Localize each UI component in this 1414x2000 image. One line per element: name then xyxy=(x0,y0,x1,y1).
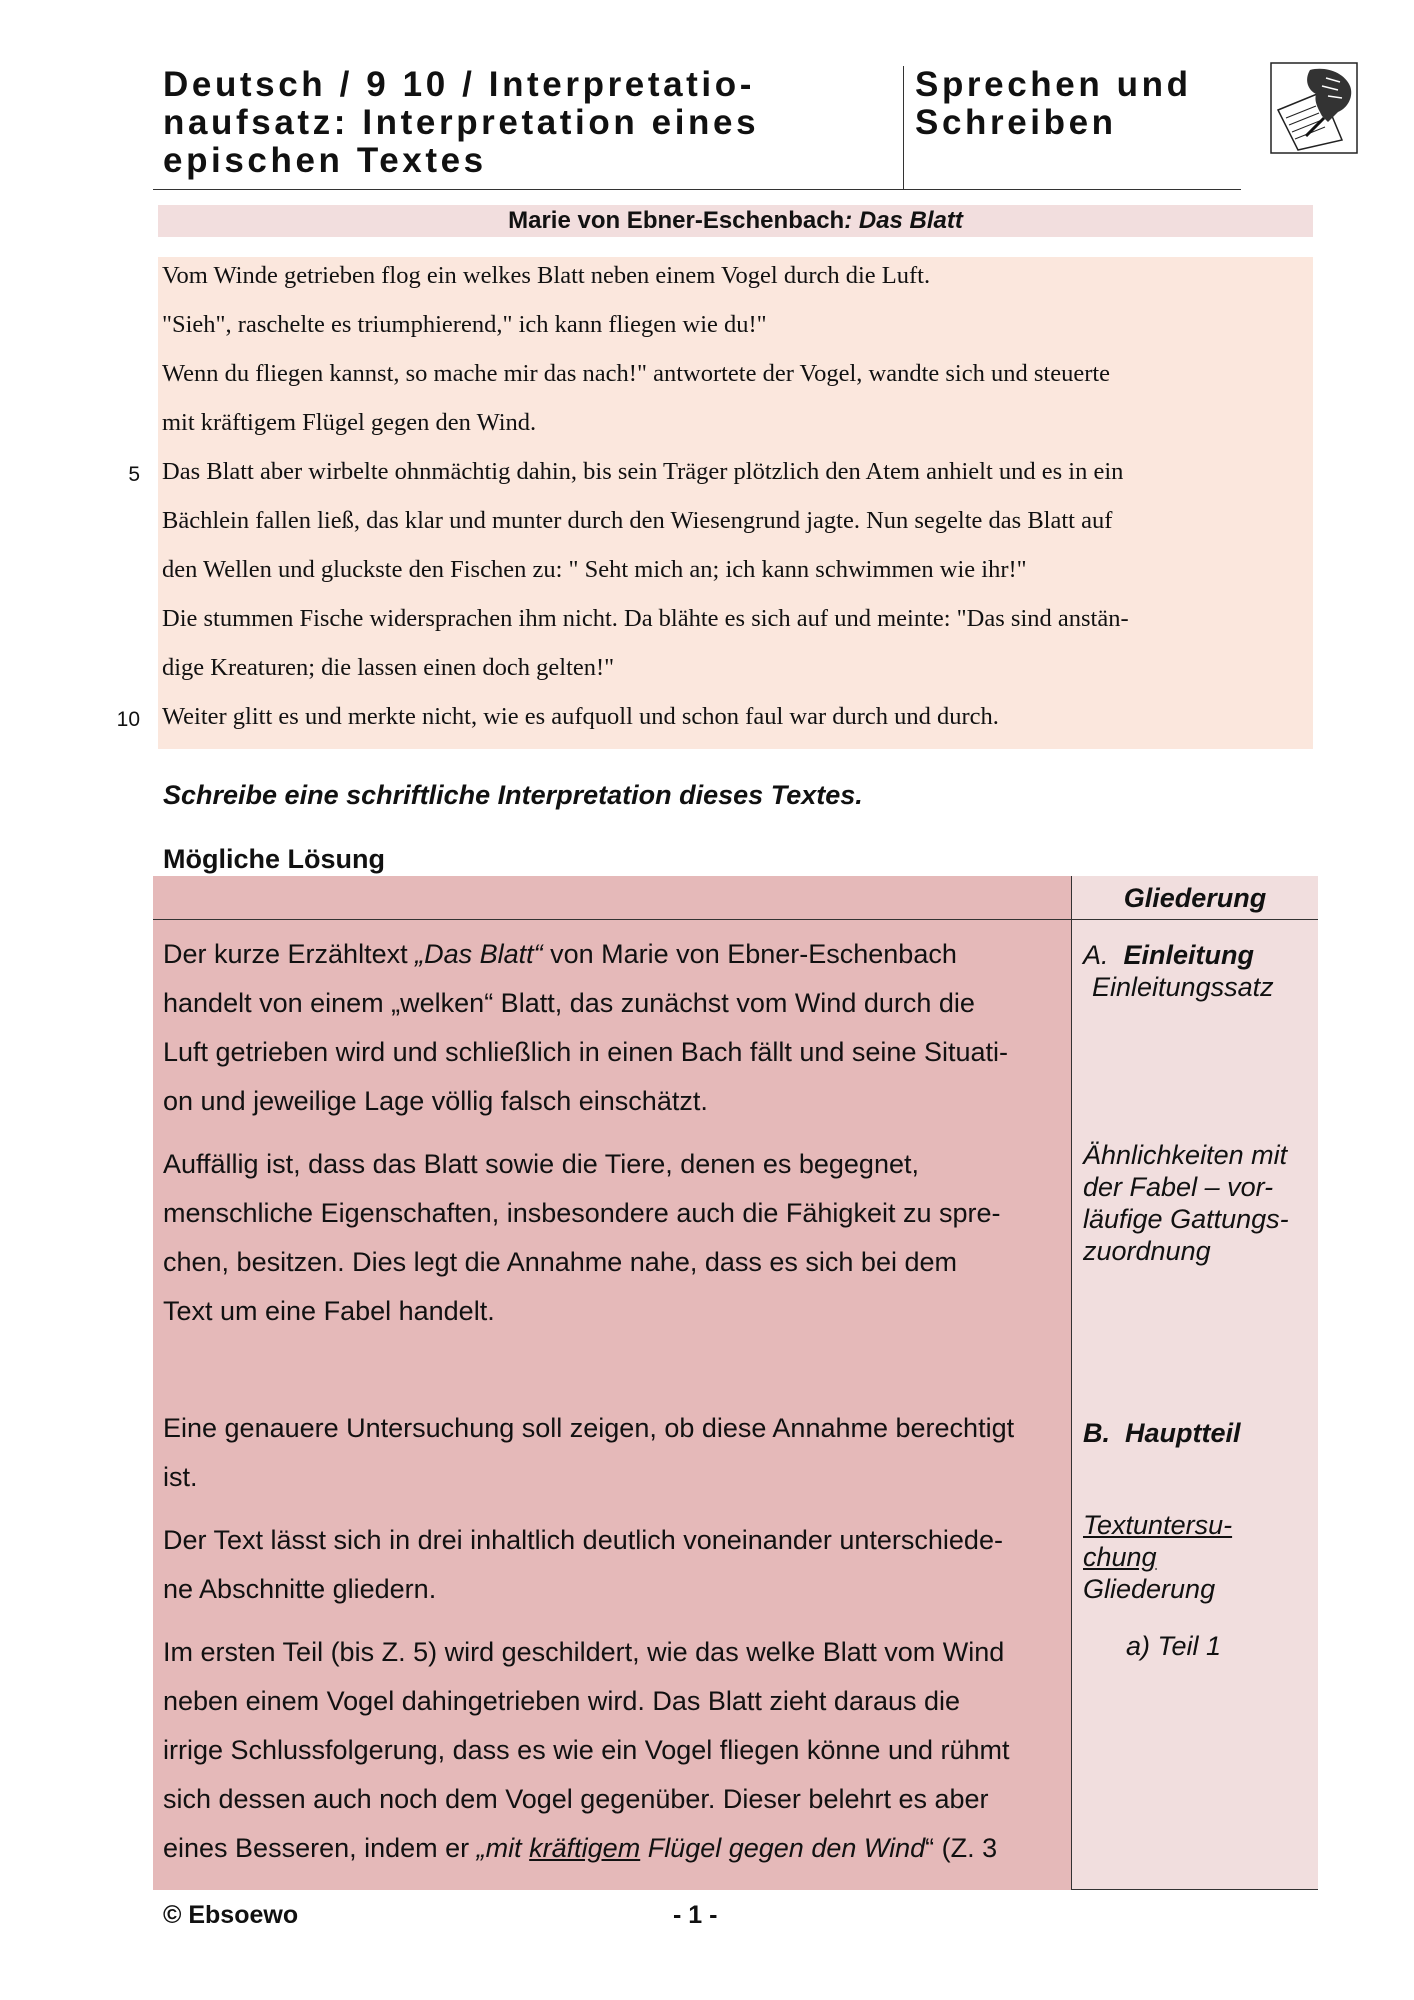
outline-underlined: Textuntersu- xyxy=(1083,1510,1233,1540)
solution-line: ne Abschnitte gliedern. xyxy=(163,1574,437,1604)
solution-line: neben einem Vogel dahingetrieben wird. Das Blatt zieht daraus die xyxy=(163,1686,961,1716)
story-line: den Wellen und gluckste den Fischen zu: " Seht mich an; ich kann schwimmen wie ihr!" xyxy=(162,556,1027,583)
column-divider xyxy=(1071,876,1072,1890)
subject-line: Schreiben xyxy=(915,103,1117,142)
line-number: 10 xyxy=(116,708,140,731)
outline-item: der Fabel – vor- xyxy=(1083,1172,1274,1202)
story-line: mit kräftigem Flügel gegen den Wind. xyxy=(162,409,537,436)
quoted-title: „Das Blatt“ xyxy=(415,939,543,969)
outline-column xyxy=(1072,876,1318,1890)
story-line: Das Blatt aber wirbelte ohnmächtig dahin, bis sein Träger plötzlich den Atem anhielt und es in ein xyxy=(162,458,1124,485)
header-rule xyxy=(153,189,1241,190)
outline-item: a) Teil 1 xyxy=(1126,1631,1222,1661)
table-bottom-rule xyxy=(1071,1889,1318,1890)
solution-line: on und jeweilige Lage völlig falsch einschätzt. xyxy=(163,1086,708,1116)
solution-text: “ (Z. 3 xyxy=(925,1833,998,1863)
outline-item: läufige Gattungs- xyxy=(1083,1204,1289,1234)
task-instruction: Schreibe eine schriftliche Interpretation dieses Textes. xyxy=(163,780,863,810)
story-line: Wenn du fliegen kannst, so mache mir das nach!" antwortete der Vogel, wandte sich und steuerte xyxy=(162,360,1111,387)
solution-line: ist. xyxy=(163,1462,198,1492)
worksheet-title-line: epischen Textes xyxy=(163,141,487,180)
outline-section-a xyxy=(1083,939,1313,971)
story-line: Weiter glitt es und merkte nicht, wie es aufquoll und schon faul war durch und durch. xyxy=(162,703,999,730)
page-number: - 1 - xyxy=(673,1901,718,1929)
solution-line: Im ersten Teil (bis Z. 5) wird geschildert, wie das welke Blatt vom Wind xyxy=(163,1637,1005,1667)
header-row-divider xyxy=(153,919,1318,920)
outline-marker: A. xyxy=(1083,940,1109,970)
solution-line: Auffällig ist, dass das Blatt sowie die Tiere, denen es begegnet, xyxy=(163,1149,919,1179)
story-line: dige Kreaturen; die lassen einen doch gelten!" xyxy=(162,654,615,681)
solution-text: eines Besseren, indem er xyxy=(163,1833,477,1863)
outline-item: Einleitungssatz xyxy=(1092,972,1274,1002)
story-line: Vom Winde getrieben flog ein welkes Blatt neben einem Vogel durch die Luft. xyxy=(162,262,931,289)
solution-line: menschliche Eigenschaften, insbesondere auch die Fähigkeit zu spre- xyxy=(163,1198,1001,1228)
text-title: : Das Blatt xyxy=(844,207,963,234)
outline-header: Gliederung xyxy=(1123,883,1267,913)
text-heading xyxy=(158,205,1313,237)
header-divider xyxy=(903,66,904,190)
outline-heading: Einleitung xyxy=(1123,940,1255,970)
outline-item xyxy=(1083,1541,1313,1573)
solution-text: Der kurze Erzähltext xyxy=(163,939,416,969)
outline-item xyxy=(1083,1509,1313,1541)
solution-line: sich dessen auch noch dem Vogel gegenüber. Dieser belehrt es aber xyxy=(163,1784,989,1814)
solution-line: chen, besitzen. Dies legt die Annahme nahe, dass es sich bei dem xyxy=(163,1247,957,1277)
copyright: © Ebsoewo xyxy=(163,1901,299,1929)
outline-section-b xyxy=(1083,1417,1313,1449)
subject-area xyxy=(915,66,1245,142)
solution-text: von Marie von Ebner-Eschenbach xyxy=(542,939,957,969)
outline-underlined: chung xyxy=(1083,1542,1157,1572)
story-line: "Sieh", raschelte es triumphierend," ich kann fliegen wie du!" xyxy=(162,311,767,338)
solution-line xyxy=(163,937,1068,971)
solution-line: Der Text lässt sich in drei inhaltlich deutlich voneinander unterschiede- xyxy=(163,1525,1003,1555)
quote-underlined-word: kräftigem xyxy=(529,1833,641,1863)
outline-item: zuordnung xyxy=(1083,1236,1211,1266)
outline-heading: Hauptteil xyxy=(1125,1418,1241,1448)
outline-item: Gliederung xyxy=(1083,1574,1216,1604)
worksheet-title xyxy=(163,66,893,180)
solution-line: Eine genauere Untersuchung soll zeigen, ob diese Annahme berechtigt xyxy=(163,1413,1015,1443)
story-line: Bächlein fallen ließ, das klar und munter durch den Wiesengrund jagte. Nun segelte das Blatt auf xyxy=(162,507,1113,534)
writing-hand-icon xyxy=(1270,62,1358,154)
solution-label: Mögliche Lösung xyxy=(163,844,385,874)
outline-item: Ähnlichkeiten mit xyxy=(1083,1140,1288,1170)
solution-line: handelt von einem „welken“ Blatt, das zunächst vom Wind durch die xyxy=(163,988,975,1018)
solution-line: irrige Schlussfolgerung, dass es wie ein Vogel fliegen könne und rühmt xyxy=(163,1735,1010,1765)
subject-line: Sprechen und xyxy=(915,65,1192,104)
quote-start: „mit xyxy=(476,1833,530,1863)
author-name: Marie von Ebner-Eschenbach xyxy=(508,207,845,234)
solution-line xyxy=(163,1831,1068,1865)
quote-rest: Flügel gegen den Wind xyxy=(640,1833,926,1863)
worksheet-title-line: Deutsch / 9 10 / Interpretatio- xyxy=(163,65,755,104)
outline-marker: B. xyxy=(1083,1418,1110,1448)
solution-line: Luft getrieben wird und schließlich in einen Bach fällt und seine Situati- xyxy=(163,1037,1008,1067)
worksheet-title-line: naufsatz: Interpretation eines xyxy=(163,103,760,142)
solution-line: Text um eine Fabel handelt. xyxy=(163,1296,495,1326)
line-number: 5 xyxy=(128,463,140,486)
story-line: Die stummen Fische widersprachen ihm nicht. Da blähte es sich auf und meinte: "Das sind anstän- xyxy=(162,605,1129,632)
